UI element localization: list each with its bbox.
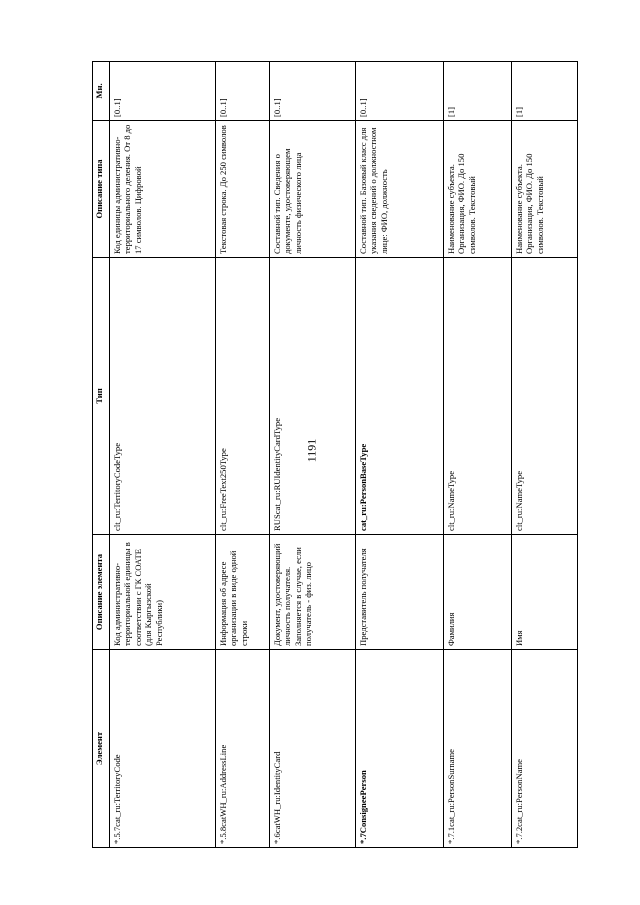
header-type-description: Описание типа: [93, 121, 110, 258]
type-description-cell: Текстовая строка. До 250 символов: [216, 121, 270, 258]
page-number: 1191: [304, 438, 319, 463]
table-row: [444, 62, 512, 848]
type-cell: clt_ru:NameType: [444, 258, 512, 535]
type-description-cell: Составной тип. Базовый класс для указания сведений о должностном лице: ФИО, должность: [356, 121, 444, 258]
type-cell: clt_ru:TerritoryCodeType: [110, 258, 216, 535]
element-cell: [216, 650, 270, 848]
element-cell: [444, 650, 512, 848]
element-description-cell: Представитель получателя: [356, 535, 444, 650]
element-name: cat_ru:PersonName: [514, 759, 524, 827]
multiplicity-cell: [0..1]: [216, 62, 270, 121]
specification-table: [92, 61, 578, 848]
table-row: [356, 62, 444, 848]
type-cell: RUScat_ru:RUIdentityCardType: [270, 258, 356, 535]
type-description-cell: Код единицы административно-территориального деления. От 8 до 17 символов. Цифровой: [110, 121, 216, 258]
row-number: *.7: [358, 833, 368, 844]
element-cell: [512, 650, 578, 848]
multiplicity-cell: [1]: [512, 62, 578, 121]
row-number: *.7.2: [514, 826, 524, 844]
type-description-cell: Наименование субъекта. Организация, ФИО. До 150 символов. Текстовый: [512, 121, 578, 258]
element-cell: [356, 650, 444, 848]
element-description-cell: Информация об адресе организации в виде одной строки: [216, 535, 270, 650]
header-element-description: Описание элемента: [93, 535, 110, 650]
element-description-cell: Документ, удостоверяющий личность получателя. Заполняется в случае, если получатель - физ. лицо: [270, 535, 356, 650]
multiplicity-cell: [0..1]: [110, 62, 216, 121]
element-name: catWH_ru:AddressLine: [218, 744, 228, 827]
type-cell: clt_ru:NameType: [512, 258, 578, 535]
element-cell: [110, 650, 216, 848]
row-number: *.5.7: [112, 826, 122, 844]
multiplicity-cell: [0..1]: [270, 62, 356, 121]
type-description-cell: Составной тип. Сведения о документе, удостоверяющем личность физического лица: [270, 121, 356, 258]
header-multiplicity: Мн.: [93, 62, 110, 121]
element-description-cell: Имя: [512, 535, 578, 650]
element-name: catWH_ru:IdentityCard: [272, 751, 282, 834]
header-element: Элемент: [93, 650, 110, 848]
element-cell: [270, 650, 356, 848]
table-header-row: [93, 62, 110, 848]
table-row: [512, 62, 578, 848]
specification-table-wrapper: [92, 62, 628, 848]
table-row: [110, 62, 216, 848]
element-name: ConsigneePerson: [358, 770, 368, 834]
element-description-cell: Код административно-территориальной единицы в соответствии с ГК СОАТЕ (для Кыргызской Республики): [110, 535, 216, 650]
element-name: cat_ru:PersonSurname: [446, 749, 456, 827]
type-cell: clt_ru:FreeText250Type: [216, 258, 270, 535]
type-cell: cat_ru:PersonBaseType: [356, 258, 444, 535]
multiplicity-cell: [0..1]: [356, 62, 444, 121]
element-description-cell: Фамилия: [444, 535, 512, 650]
type-description-cell: Наименование субъекта. Организация, ФИО. До 150 символов. Текстовый: [444, 121, 512, 258]
multiplicity-cell: [1]: [444, 62, 512, 121]
table-row: [216, 62, 270, 848]
row-number: *.5.8: [218, 826, 228, 844]
row-number: *.7.1: [446, 826, 456, 844]
table-row: [270, 62, 356, 848]
row-number: *.6: [272, 833, 282, 844]
header-type: Тип: [93, 258, 110, 535]
element-name: cat_ru:TerritoryCode: [112, 754, 122, 827]
